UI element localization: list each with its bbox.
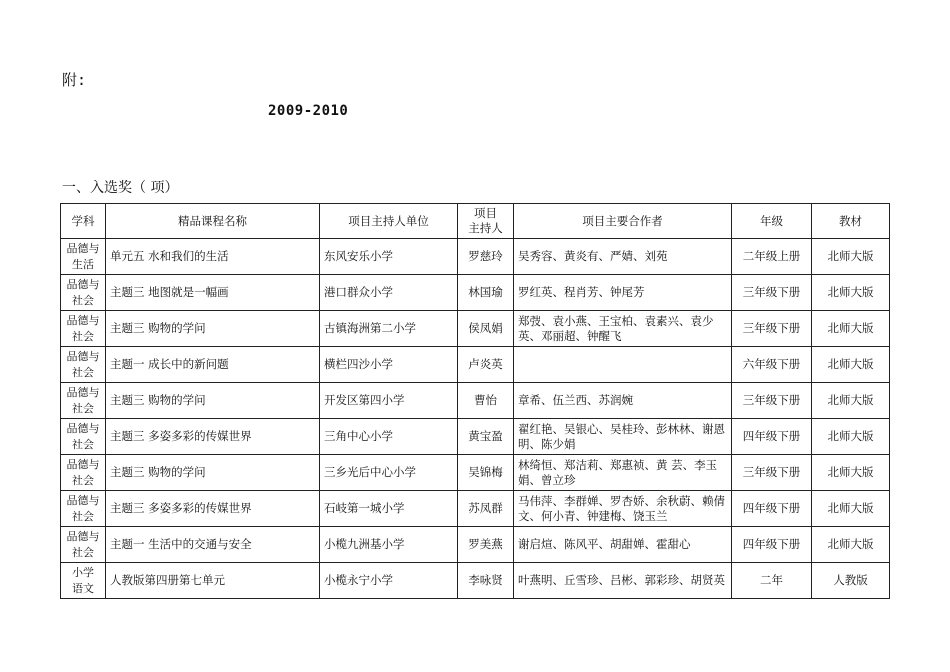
partners-cell: 吴秀容、黄炎有、严婧、刘苑 <box>514 239 732 275</box>
subject-cell: 品德与 社会 <box>61 383 106 419</box>
table-header-row <box>61 204 890 239</box>
partners-cell: 马伟萍、李群婵、罗杏娇、余秋蔚、赖倩文、何小青、钟建梅、饶玉兰 <box>514 491 732 527</box>
table-row <box>61 311 890 347</box>
unit-cell: 开发区第四小学 <box>320 383 458 419</box>
course-cell: 人教版第四册第七单元 <box>106 563 320 599</box>
unit-cell: 三乡光后中心小学 <box>320 455 458 491</box>
subject-cell: 小学 语文 <box>61 563 106 599</box>
course-cell: 主题三 购物的学问 <box>106 383 320 419</box>
textbook-cell: 北师大版 <box>812 419 890 455</box>
award-table <box>60 203 890 599</box>
header-partners: 项目主要合作者 <box>514 204 732 239</box>
subject-cell: 品德与 社会 <box>61 347 106 383</box>
section-heading: 一、入选奖（ 项） <box>62 180 179 196</box>
course-cell: 单元五 水和我们的生活 <box>106 239 320 275</box>
course-cell: 主题一 生活中的交通与安全 <box>106 527 320 563</box>
host-cell: 苏凤群 <box>458 491 514 527</box>
host-cell: 李咏贤 <box>458 563 514 599</box>
subject-cell: 品德与 生活 <box>61 239 106 275</box>
partners-cell <box>514 347 732 383</box>
textbook-cell: 北师大版 <box>812 347 890 383</box>
unit-cell: 东风安乐小学 <box>320 239 458 275</box>
header-host: 项目 主持人 <box>458 204 514 239</box>
subject-cell: 品德与 社会 <box>61 491 106 527</box>
unit-cell: 横栏四沙小学 <box>320 347 458 383</box>
textbook-cell: 北师大版 <box>812 383 890 419</box>
header-unit: 项目主持人单位 <box>320 204 458 239</box>
host-cell: 卢炎英 <box>458 347 514 383</box>
partners-cell: 叶燕明、丘雪珍、吕彬、郭彩珍、胡贤英 <box>514 563 732 599</box>
header-subject: 学科 <box>61 204 106 239</box>
prefix-label: 附: <box>62 71 87 89</box>
host-cell: 罗慈玲 <box>458 239 514 275</box>
table-row <box>61 239 890 275</box>
grade-cell: 四年级下册 <box>732 419 812 455</box>
grade-cell: 二年级上册 <box>732 239 812 275</box>
course-cell: 主题三 购物的学问 <box>106 311 320 347</box>
partners-cell: 罗红英、程肖芳、钟尾芳 <box>514 275 732 311</box>
table-row <box>61 419 890 455</box>
textbook-cell: 人教版 <box>812 563 890 599</box>
partners-cell: 谢启煊、陈风平、胡甜婵、霍甜心 <box>514 527 732 563</box>
course-cell: 主题三 多姿多彩的传媒世界 <box>106 419 320 455</box>
table-row <box>61 383 890 419</box>
grade-cell: 六年级下册 <box>732 347 812 383</box>
host-cell: 吴锦梅 <box>458 455 514 491</box>
grade-cell: 三年级下册 <box>732 311 812 347</box>
textbook-cell: 北师大版 <box>812 491 890 527</box>
host-cell: 曹怡 <box>458 383 514 419</box>
partners-cell: 林绮恒、郑洁莉、郑惠祯、黄 芸、李玉娟、曾立珍 <box>514 455 732 491</box>
grade-cell: 四年级下册 <box>732 491 812 527</box>
unit-cell: 古镇海洲第二小学 <box>320 311 458 347</box>
host-cell: 罗美燕 <box>458 527 514 563</box>
partners-cell: 翟红艳、吴银心、吴桂玲、彭林林、谢恩明、陈少娟 <box>514 419 732 455</box>
header-textbook: 教材 <box>812 204 890 239</box>
course-cell: 主题三 多姿多彩的传媒世界 <box>106 491 320 527</box>
unit-cell: 三角中心小学 <box>320 419 458 455</box>
header-course: 精品课程名称 <box>106 204 320 239</box>
course-cell: 主题一 成长中的新问题 <box>106 347 320 383</box>
host-cell: 侯凤娟 <box>458 311 514 347</box>
table-row <box>61 455 890 491</box>
subject-cell: 品德与 社会 <box>61 311 106 347</box>
subject-cell: 品德与 社会 <box>61 275 106 311</box>
grade-cell: 二年 <box>732 563 812 599</box>
subject-cell: 品德与 社会 <box>61 527 106 563</box>
textbook-cell: 北师大版 <box>812 527 890 563</box>
header-grade: 年级 <box>732 204 812 239</box>
document-title: 2009-2010 <box>268 103 349 119</box>
partners-cell: 章希、伍兰西、苏润婉 <box>514 383 732 419</box>
textbook-cell: 北师大版 <box>812 239 890 275</box>
table-row <box>61 491 890 527</box>
unit-cell: 小榄九洲基小学 <box>320 527 458 563</box>
textbook-cell: 北师大版 <box>812 455 890 491</box>
partners-cell: 郑弢、袁小燕、王宝柏、袁素兴、袁少英、邓丽超、钟醒飞 <box>514 311 732 347</box>
subject-cell: 品德与 社会 <box>61 419 106 455</box>
unit-cell: 小榄永宁小学 <box>320 563 458 599</box>
course-cell: 主题三 地图就是一幅画 <box>106 275 320 311</box>
textbook-cell: 北师大版 <box>812 275 890 311</box>
table-row <box>61 347 890 383</box>
grade-cell: 四年级下册 <box>732 527 812 563</box>
table-row <box>61 563 890 599</box>
grade-cell: 三年级下册 <box>732 275 812 311</box>
table-row <box>61 275 890 311</box>
table-row <box>61 527 890 563</box>
unit-cell: 石岐第一城小学 <box>320 491 458 527</box>
grade-cell: 三年级下册 <box>732 455 812 491</box>
grade-cell: 三年级下册 <box>732 383 812 419</box>
unit-cell: 港口群众小学 <box>320 275 458 311</box>
host-cell: 黄宝盈 <box>458 419 514 455</box>
textbook-cell: 北师大版 <box>812 311 890 347</box>
host-cell: 林国瑜 <box>458 275 514 311</box>
course-cell: 主题三 购物的学问 <box>106 455 320 491</box>
subject-cell: 品德与 社会 <box>61 455 106 491</box>
